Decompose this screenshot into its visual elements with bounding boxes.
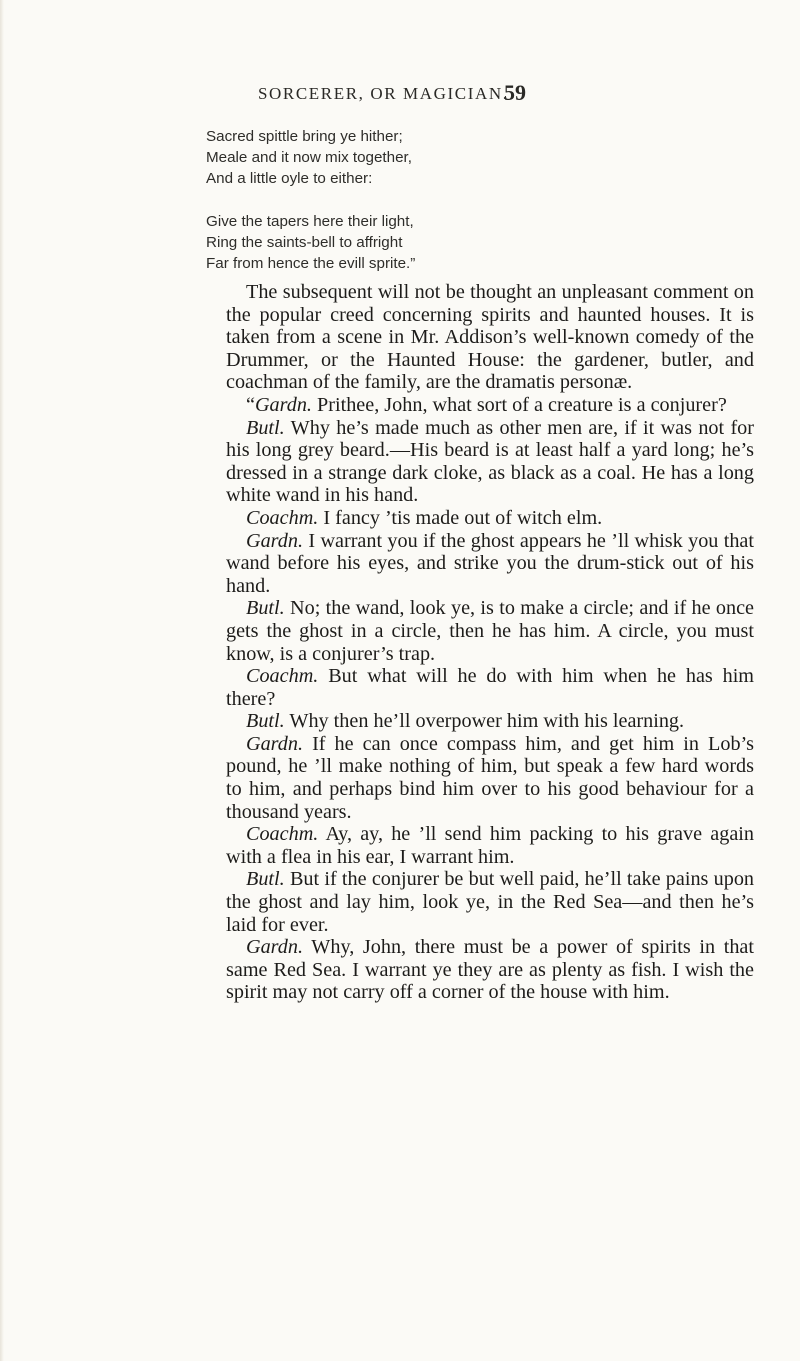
- dialogue-line: [226, 394, 754, 417]
- verse-line: Give the tapers here their light,: [206, 213, 414, 230]
- speaker-name: Butl.: [246, 597, 285, 620]
- speaker-name: Gardn.: [246, 529, 304, 552]
- dialogue-text: Ay, ay, he ’ll send him packing to his grave again with a flea in his ear, I warrant him.: [226, 823, 754, 868]
- speaker-name: Coachm.: [246, 506, 319, 529]
- speaker-name: Butl.: [246, 416, 285, 439]
- speaker-name: Gardn.: [246, 936, 304, 959]
- verse-line: Ring the saints-bell to affright: [206, 234, 403, 251]
- intro-paragraph: The subsequent will not be thought an unpleasant comment on the popular creed concerning spirits and haunted houses. It is taken from a scene in Mr. Addison’s well-known comedy of the Drummer, or the Haunted House: the gardener, butler, and coachman of the family, are the dramatis personæ.: [226, 281, 754, 394]
- dialogue-line: [226, 710, 754, 733]
- dialogue-line: [226, 507, 754, 530]
- verse-stanza-2: [206, 211, 415, 274]
- dialogue-text: But if the conjurer be but well paid, he’ll take pains upon the ghost and lay him, look ye, in the Red Sea—and then he’s laid for ever.: [226, 868, 755, 936]
- verse-line: Sacred spittle bring ye hither;: [206, 128, 403, 145]
- page-number: 59: [504, 80, 526, 105]
- verse-line: Far from hence the evill sprite.”: [206, 255, 416, 272]
- speaker-name: Coachm.: [246, 665, 319, 688]
- speaker-name: Coachm.: [246, 823, 319, 846]
- dialogue-line: [226, 417, 754, 507]
- dialogue-line: [226, 597, 754, 665]
- dialogue-text: Why then he’ll overpower him with his learning.: [289, 710, 685, 733]
- dialogue-text: Prithee, John, what sort of a creature is a conjurer?: [317, 393, 727, 416]
- dialogue-text: Why he’s made much as other men are, if it was not for his long grey beard.—His beard is at least half a yard long; he’s dressed in a strange dark cloke, as black as a coal. He has a long white wand in his hand.: [226, 416, 754, 507]
- dialogue-line: [226, 868, 754, 936]
- dialogue-text: Why, John, there must be a power of spirits in that same Red Sea. I warrant ye they are as plenty as fish. I wish the spirit may not carry off a corner of the house with him.: [226, 936, 754, 1004]
- dialogue-line: [226, 733, 754, 823]
- dialogue-line: [226, 665, 754, 710]
- dialogue-line: [226, 530, 754, 598]
- speaker-name: Butl.: [246, 868, 285, 891]
- dialogue-text: No; the wand, look ye, is to make a circle; and if he once gets the ghost in a circle, then he has him. A circle, you must know, is a conjurer’s trap.: [226, 597, 755, 665]
- dialogue-line: [226, 936, 754, 1004]
- open-quote: “: [246, 393, 255, 416]
- verse-line: Meale and it now mix together,: [206, 149, 412, 166]
- dialogue-text: I warrant you if the ghost appears he ’ll whisk you that wand before his eyes, and strike you the drum-stick out of his hand.: [226, 529, 755, 597]
- page-edge-shadow: [0, 0, 4, 1361]
- speaker-name: Butl.: [246, 710, 285, 733]
- verse-stanza-1: [206, 126, 412, 189]
- running-head: SORCERER, OR MAGICIAN.: [258, 84, 509, 103]
- dialogue-text: I fancy ’tis made out of witch elm.: [323, 506, 603, 529]
- dialogue-line: [226, 823, 754, 868]
- dialogue-text: But what will he do with him when he has him there?: [226, 665, 754, 710]
- body-text: [226, 281, 754, 1004]
- verse-line: And a little oyle to either:: [206, 170, 373, 187]
- speaker-name: Gardn.: [246, 732, 304, 755]
- speaker-name: Gardn.: [254, 393, 312, 416]
- dialogue-text: If he can once compass him, and get him in Lob’s pound, he ’ll make nothing of him, but speak a few hard words to him, and perhaps bind him over to his good behaviour for a thousand years.: [226, 732, 754, 823]
